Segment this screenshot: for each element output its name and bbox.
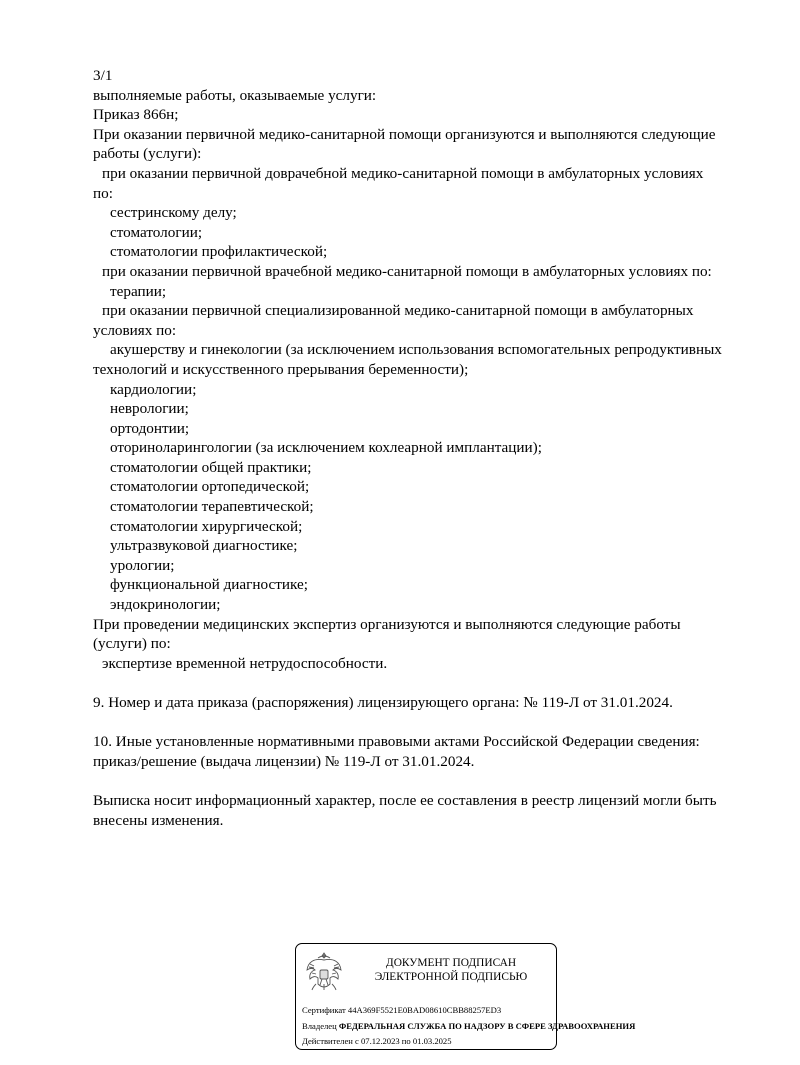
text-line: по:: [93, 184, 113, 202]
text-line: работы (услуги):: [93, 145, 202, 163]
text-line: экспертизе временной нетрудоспособности.: [102, 654, 388, 672]
stamp-title-line-2: ЭЛЕКТРОННОЙ ПОДПИСЬЮ: [374, 971, 528, 983]
text-line: технологий и искусственного прерывания беременности);: [93, 360, 469, 378]
text-line: кардиологии;: [110, 380, 197, 398]
text-line: внесены изменения.: [93, 811, 224, 829]
text-line: стоматологии;: [110, 223, 203, 241]
owner-value: ФЕДЕРАЛЬНАЯ СЛУЖБА ПО НАДЗОРУ В СФЕРЕ ЗДРАВООХРАНЕНИЯ: [338, 1020, 636, 1031]
blank-line: [93, 771, 773, 791]
text-line: ортодонтии;: [110, 419, 190, 437]
text-line: Приказ 866н;: [93, 106, 179, 124]
text-line: сестринскому делу;: [110, 204, 237, 222]
text-line: приказ/решение (выдача лицензии) № 119-Л от 31.01.2024.: [93, 752, 475, 770]
text-line: акушерству и гинекологии (за исключением использования вспомогательных репродуктивных: [110, 341, 722, 359]
stamp-title-line-1: ДОКУМЕНТ ПОДПИСАН: [385, 957, 517, 969]
text-line: стоматологии терапевтической;: [110, 498, 314, 516]
blank-line: [93, 673, 773, 693]
blank-line: [93, 713, 773, 733]
stamp-details: [302, 1003, 636, 1050]
text-line: терапии;: [110, 282, 167, 300]
text-line: стоматологии ортопедической;: [110, 478, 310, 496]
coat-of-arms-icon: [304, 950, 344, 994]
validity-row: Действителен с 07.12.2023 по 01.03.2025: [302, 1036, 452, 1046]
certificate-label: Сертификат: [302, 1005, 346, 1015]
text-line: условиях по:: [93, 321, 177, 339]
text-line: При проведении медицинских экспертиз организуются и выполняются следующие работы: [93, 615, 681, 633]
text-line: эндокринологии;: [110, 596, 221, 614]
text-line: при оказании первичной специализированной медико-санитарной помощи в амбулаторных: [102, 302, 694, 320]
electronic-signature-stamp: [295, 943, 636, 1050]
text-line: стоматологии общей практики;: [110, 458, 312, 476]
text-line: оториноларингологии (за исключением кохлеарной имплантации);: [110, 439, 542, 457]
certificate-row: [302, 1003, 554, 1019]
text-line: при оказании первичной врачебной медико-санитарной помощи в амбулаторных условиях по:: [102, 262, 712, 280]
text-line: Выписка носит информационный характер, после ее составления в реестр лицензий могли быть: [93, 791, 717, 809]
text-line: функциональной диагностике;: [110, 576, 308, 594]
certificate-value: 44A369F5521E0BAD08610CBB88257ED3: [347, 1005, 502, 1015]
text-line: ультразвуковой диагностике;: [110, 537, 298, 555]
text-line: неврологии;: [110, 400, 189, 418]
text-line: При оказании первичной медико-санитарной помощи организуются и выполняются следующие: [93, 125, 716, 143]
text-line: урологии;: [110, 556, 175, 574]
text-line: выполняемые работы, оказываемые услуги:: [93, 86, 377, 104]
text-line: 10. Иные установленные нормативными правовыми актами Российской Федерации сведения:: [93, 733, 700, 751]
text-line: стоматологии хирургической;: [110, 517, 303, 535]
document-body: [93, 66, 773, 830]
document-lines: [93, 86, 773, 831]
owner-label: Владелец: [302, 1020, 337, 1031]
text-line: при оказании первичной доврачебной медико-санитарной помощи в амбулаторных условиях: [102, 164, 704, 182]
text-line: 9. Номер и дата приказа (распоряжения) лицензирующего органа: № 119-Л от 31.01.2024.: [93, 694, 673, 711]
text-line: (услуги) по:: [93, 635, 171, 653]
text-line: стоматологии профилактической;: [110, 243, 328, 261]
stamp-title: [356, 956, 546, 984]
owner-row: [302, 1019, 636, 1035]
page-reference: 3/1: [93, 67, 113, 84]
